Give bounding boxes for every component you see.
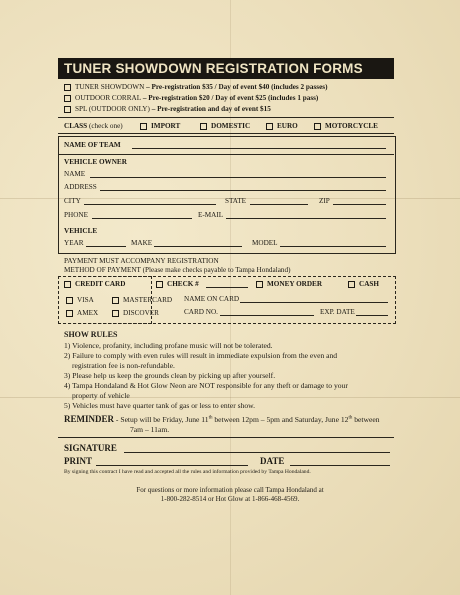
rule-item: 5) Vehicles must have quarter tank of gas or less to enter show. bbox=[64, 401, 256, 410]
class-option-motorcycle[interactable]: MOTORCYCLE bbox=[314, 122, 378, 130]
card-number-label: CARD NO. bbox=[184, 308, 218, 316]
date-field[interactable] bbox=[290, 465, 390, 466]
owner-city-field[interactable] bbox=[84, 204, 216, 205]
class-option-import[interactable]: IMPORT bbox=[140, 122, 180, 130]
payment-money-order[interactable]: MONEY ORDER bbox=[256, 280, 322, 288]
checkbox[interactable] bbox=[66, 297, 73, 304]
vehicle-year-field[interactable] bbox=[86, 246, 126, 247]
divider bbox=[58, 154, 394, 155]
rule-item: 2) Failure to comply with even rules will result in immediate expulsion from the even and bbox=[64, 351, 338, 360]
checkbox[interactable] bbox=[200, 123, 207, 130]
entry-option-spl[interactable]: SPL (OUTDOOR ONLY) – Pre-registration and day of event $15 bbox=[64, 105, 271, 113]
payment-method-label: METHOD OF PAYMENT (Please make checks payable to Tampa Hondaland) bbox=[64, 266, 291, 274]
card-visa[interactable]: VISA bbox=[66, 296, 94, 304]
rule-item: registration fee is non-refundable. bbox=[72, 361, 175, 370]
owner-zip-label: ZIP bbox=[319, 197, 330, 205]
entry-option-outdoor-corral[interactable]: OUTDOOR CORRAL – Pre-registration $20 / Day of event $25 (includes 1 pass) bbox=[64, 94, 318, 102]
card-mastercard[interactable]: MASTERCARD bbox=[112, 296, 172, 304]
divider bbox=[58, 437, 394, 438]
vehicle-model-field[interactable] bbox=[280, 246, 386, 247]
class-option-euro[interactable]: EURO bbox=[266, 122, 298, 130]
rule-item: 1) Violence, profanity, including profane music will not be tolerated. bbox=[64, 341, 273, 350]
class-label: CLASS (check one) bbox=[64, 122, 123, 130]
signature-label: SIGNATURE bbox=[64, 443, 117, 453]
agreement-text: By signing this contract I have read and accepted all the rules and information provided by Tampa Hondaland. bbox=[64, 469, 311, 475]
owner-address-field[interactable] bbox=[100, 190, 386, 191]
divider bbox=[58, 117, 394, 118]
owner-phone-field[interactable] bbox=[92, 218, 192, 219]
checkbox[interactable] bbox=[314, 123, 321, 130]
payment-check[interactable]: CHECK # bbox=[156, 280, 199, 288]
print-name-field[interactable] bbox=[96, 465, 248, 466]
checkbox[interactable] bbox=[140, 123, 147, 130]
show-rules-heading: SHOW RULES bbox=[64, 330, 118, 339]
rule-item: property of vehicle bbox=[72, 391, 130, 400]
checkbox[interactable] bbox=[64, 84, 71, 91]
exp-date-label: EXP. DATE bbox=[320, 308, 355, 316]
owner-address-label: ADDRESS bbox=[64, 183, 97, 191]
payment-note: PAYMENT MUST ACCOMPANY REGISTRATION bbox=[64, 257, 219, 265]
owner-zip-field[interactable] bbox=[333, 204, 386, 205]
checkbox[interactable] bbox=[112, 310, 119, 317]
print-label: PRINT bbox=[64, 456, 93, 466]
contact-line-1: For questions or more information please call Tampa Hondaland at bbox=[136, 486, 324, 494]
owner-name-label: NAME bbox=[64, 170, 86, 178]
checkbox[interactable] bbox=[64, 95, 71, 102]
checkbox[interactable] bbox=[66, 310, 73, 317]
vehicle-heading: VEHICLE bbox=[64, 227, 98, 235]
card-number-field[interactable] bbox=[220, 315, 314, 316]
form-title: TUNER SHOWDOWN REGISTRATION FORMS bbox=[58, 58, 394, 79]
owner-state-field[interactable] bbox=[250, 204, 308, 205]
reminder-line-2: 7am – 11am. bbox=[130, 425, 170, 434]
vehicle-make-label: MAKE bbox=[131, 239, 153, 247]
checkbox[interactable] bbox=[112, 297, 119, 304]
vehicle-make-field[interactable] bbox=[154, 246, 242, 247]
checkbox[interactable] bbox=[64, 106, 71, 113]
card-discover[interactable]: DISCOVER bbox=[112, 309, 159, 317]
contact-line-2: 1-800-282-8514 or Hot Glow at 1-866-468-4569. bbox=[160, 495, 300, 503]
vehicle-year-label: YEAR bbox=[64, 239, 84, 247]
vehicle-owner-heading: VEHICLE OWNER bbox=[64, 158, 127, 166]
team-name-field[interactable] bbox=[132, 148, 386, 149]
payment-cash[interactable]: CASH bbox=[348, 280, 379, 288]
exp-date-field[interactable] bbox=[356, 315, 388, 316]
reminder-line: REMINDER - Setup will be Friday, June 11th between 12pm – 5pm and Saturday, June 12th between bbox=[64, 414, 380, 424]
entry-option-tuner-showdown[interactable]: TUNER SHOWDOWN – Pre-registration $35 / Day of event $40 (includes 2 passes) bbox=[64, 83, 327, 91]
card-amex[interactable]: AMEX bbox=[66, 309, 98, 317]
name-on-card-label: NAME ON CARD bbox=[184, 295, 240, 303]
name-on-card-field[interactable] bbox=[240, 302, 388, 303]
class-option-domestic[interactable]: DOMESTIC bbox=[200, 122, 250, 130]
team-name-label: NAME OF TEAM bbox=[64, 141, 121, 149]
date-label: DATE bbox=[260, 456, 285, 466]
vehicle-model-label: MODEL bbox=[252, 239, 278, 247]
owner-name-field[interactable] bbox=[90, 177, 386, 178]
owner-city-label: CITY bbox=[64, 197, 81, 205]
checkbox[interactable] bbox=[266, 123, 273, 130]
owner-email-field[interactable] bbox=[226, 218, 386, 219]
payment-credit-card[interactable]: CREDIT CARD bbox=[64, 280, 125, 288]
signature-field[interactable] bbox=[124, 452, 390, 453]
owner-email-label: E-MAIL bbox=[198, 211, 224, 219]
rule-item: 4) Tampa Hondaland & Hot Glow Neon are NOT responsible for any theft or damage to your bbox=[64, 381, 348, 390]
owner-phone-label: PHONE bbox=[64, 211, 88, 219]
divider bbox=[58, 133, 394, 134]
owner-state-label: STATE bbox=[225, 197, 246, 205]
rule-item: 3) Please help us keep the grounds clean by picking up after yourself. bbox=[64, 371, 276, 380]
